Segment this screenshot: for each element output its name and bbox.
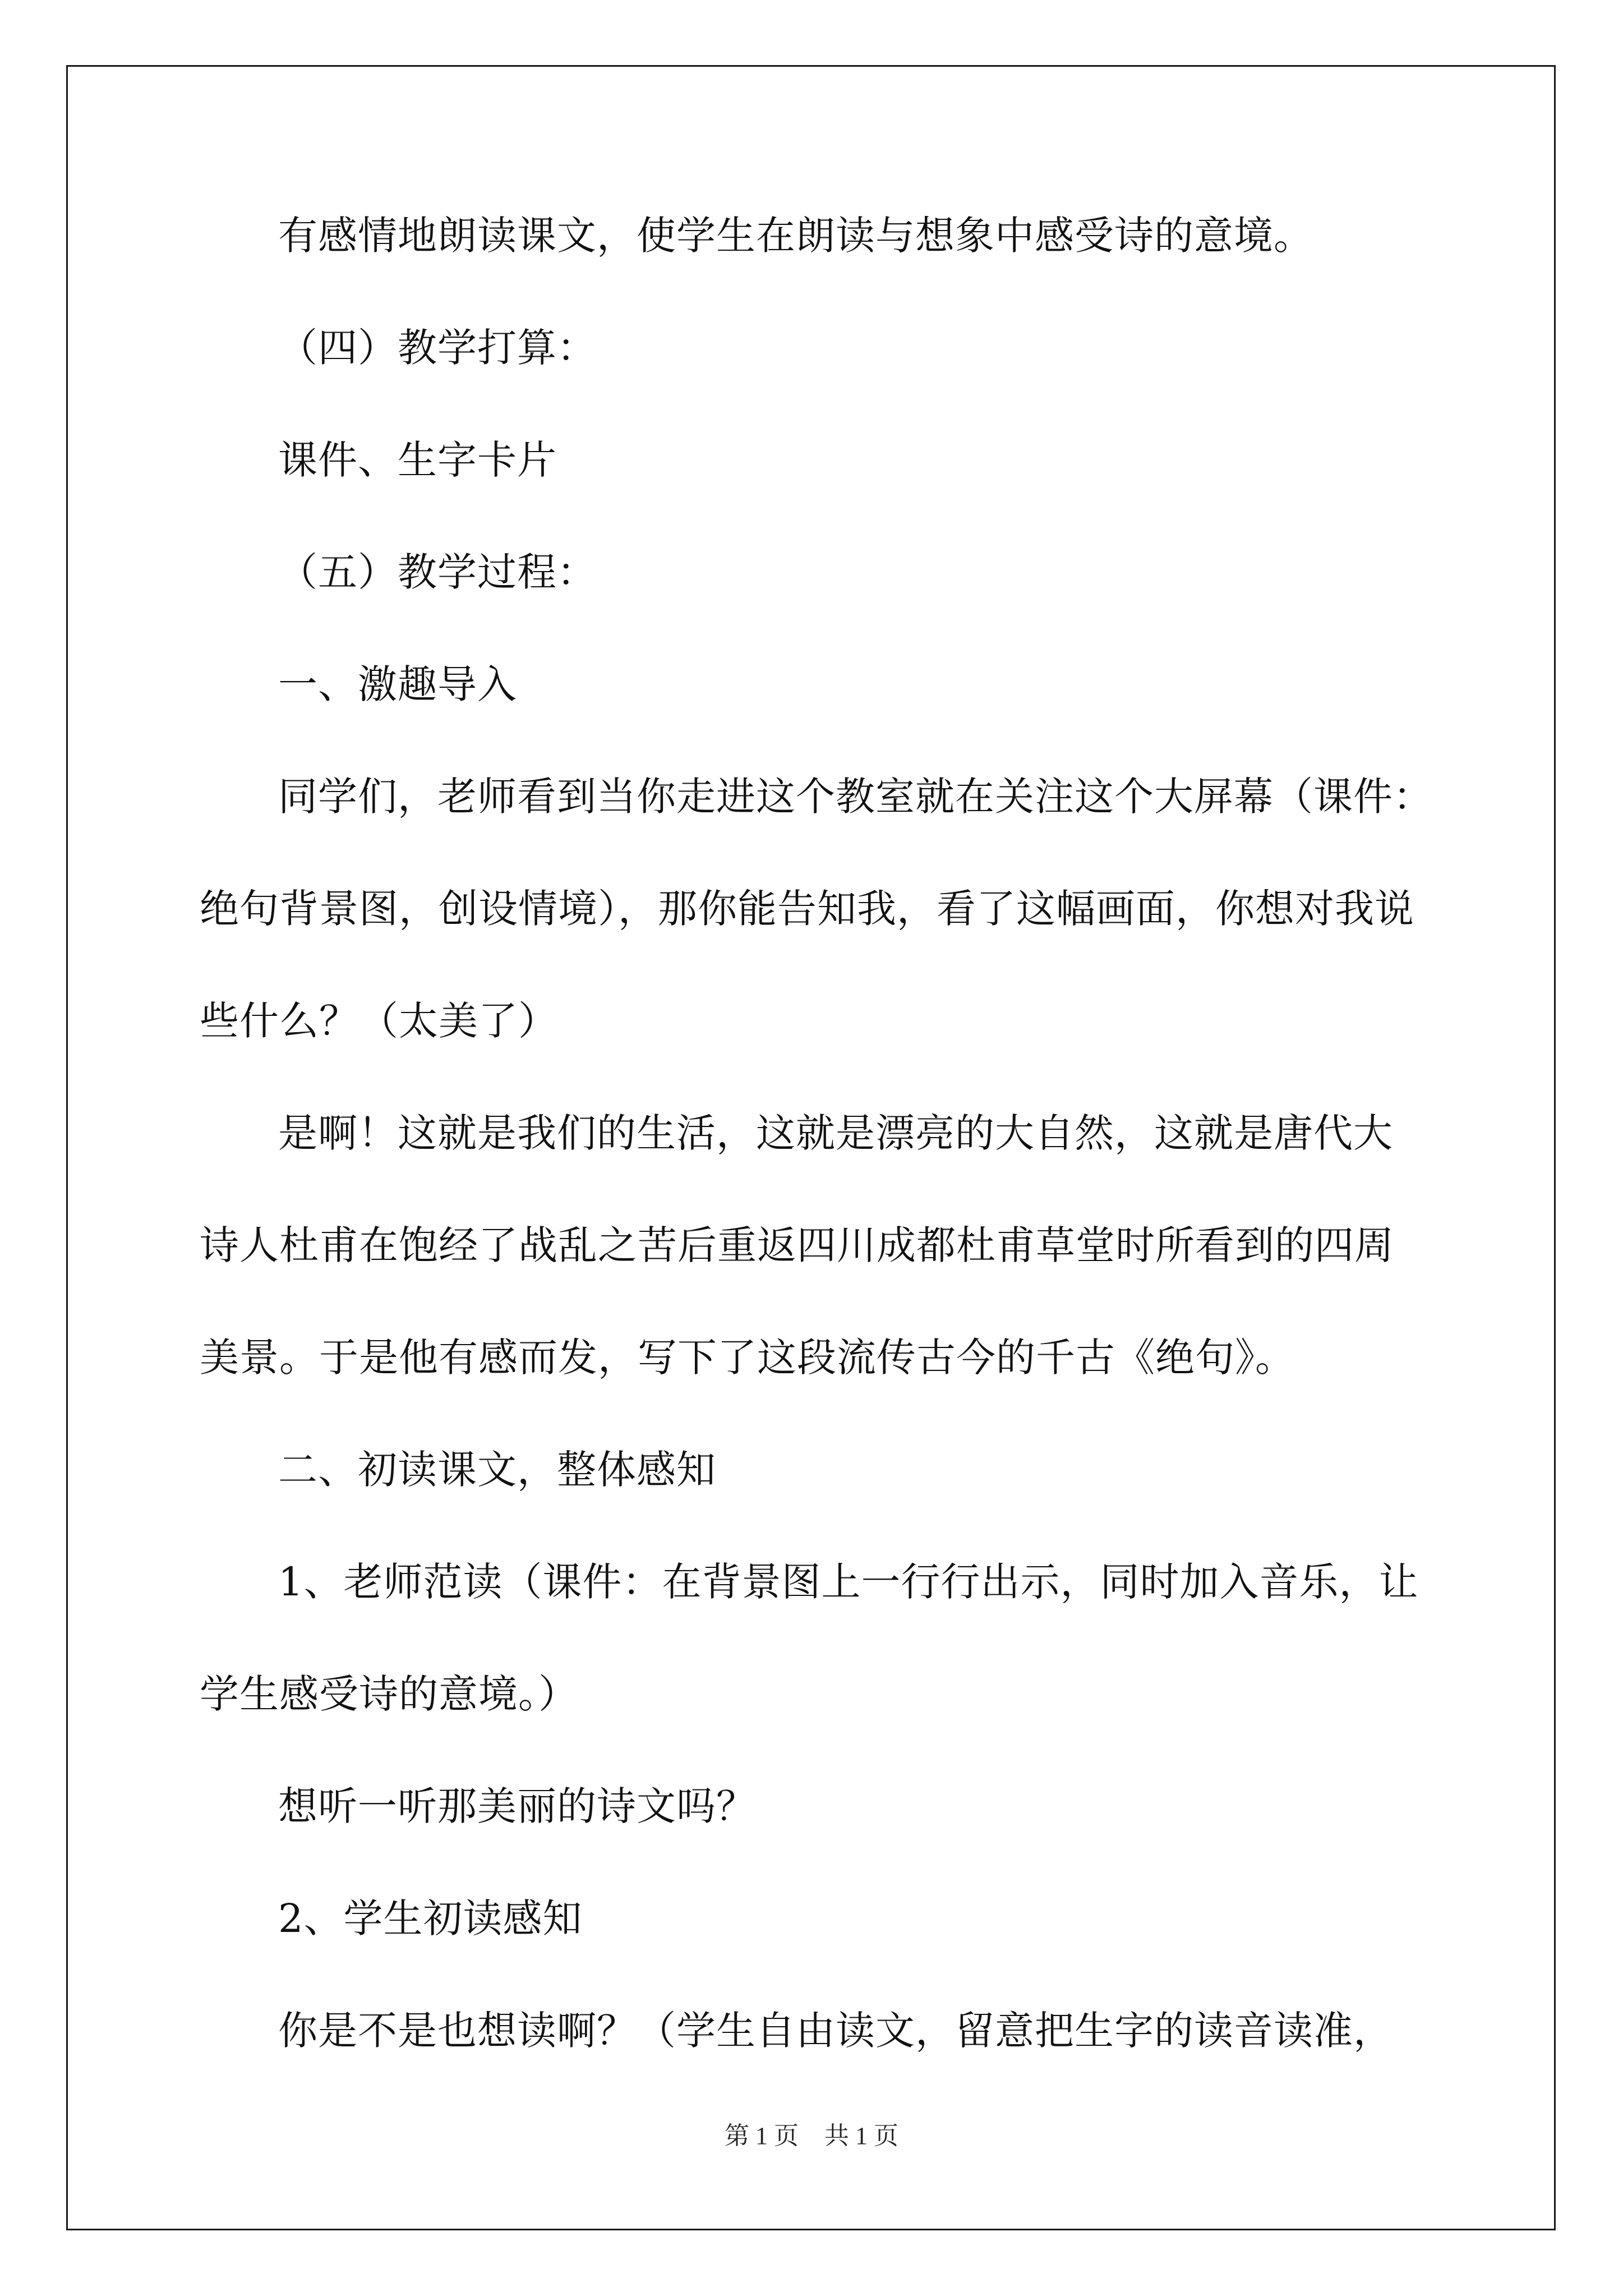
page-number: 第 1 页 — [725, 2122, 799, 2150]
paragraph-line: 美景。于是他有感而发，写下了这段流传古今的千古《绝句》。 — [200, 1335, 1295, 1381]
page-footer — [0, 2124, 1623, 2148]
paragraph-line: 学生感受诗的意境。） — [200, 1671, 578, 1717]
paragraph-line: （五）教学过程： — [278, 549, 597, 595]
paragraph-line: 些什么？（太美了） — [200, 998, 558, 1044]
paragraph-line: 1、老师范读（课件：在背景图上一行行出示，同时加入音乐，让 — [278, 1559, 1419, 1605]
page-total: 共 1 页 — [824, 2122, 898, 2150]
paragraph-line: 一、激趣导入 — [278, 661, 517, 707]
paragraph-line: 想听一听那美丽的诗文吗？ — [278, 1783, 756, 1829]
paragraph-line: 2、学生初读感知 — [278, 1895, 583, 1941]
paragraph-line: 二、初读课文，整体感知 — [278, 1447, 716, 1493]
paragraph-line: 有感情地朗读课文，使学生在朗读与想象中感受诗的意境。 — [278, 213, 1313, 259]
paragraph-line: 诗人杜甫在饱经了战乱之苦后重返四川成都杜甫草堂时所看到的四周 — [200, 1222, 1394, 1268]
paragraph-line: 绝句背景图，创设情境），那你能告知我，看了这幅画面，你想对我说 — [200, 886, 1414, 932]
paragraph-line: 你是不是也想读啊？（学生自由读文，留意把生字的读音读准， — [278, 2008, 1393, 2054]
paragraph-line: （四）教学打算： — [278, 325, 597, 371]
paragraph-line: 同学们，老师看到当你走进这个教室就在关注这个大屏幕（课件： — [278, 774, 1433, 820]
paragraph-line: 课件、生字卡片 — [278, 437, 557, 483]
paragraph-line: 是啊！这就是我们的生活，这就是漂亮的大自然，这就是唐代大 — [278, 1110, 1393, 1156]
